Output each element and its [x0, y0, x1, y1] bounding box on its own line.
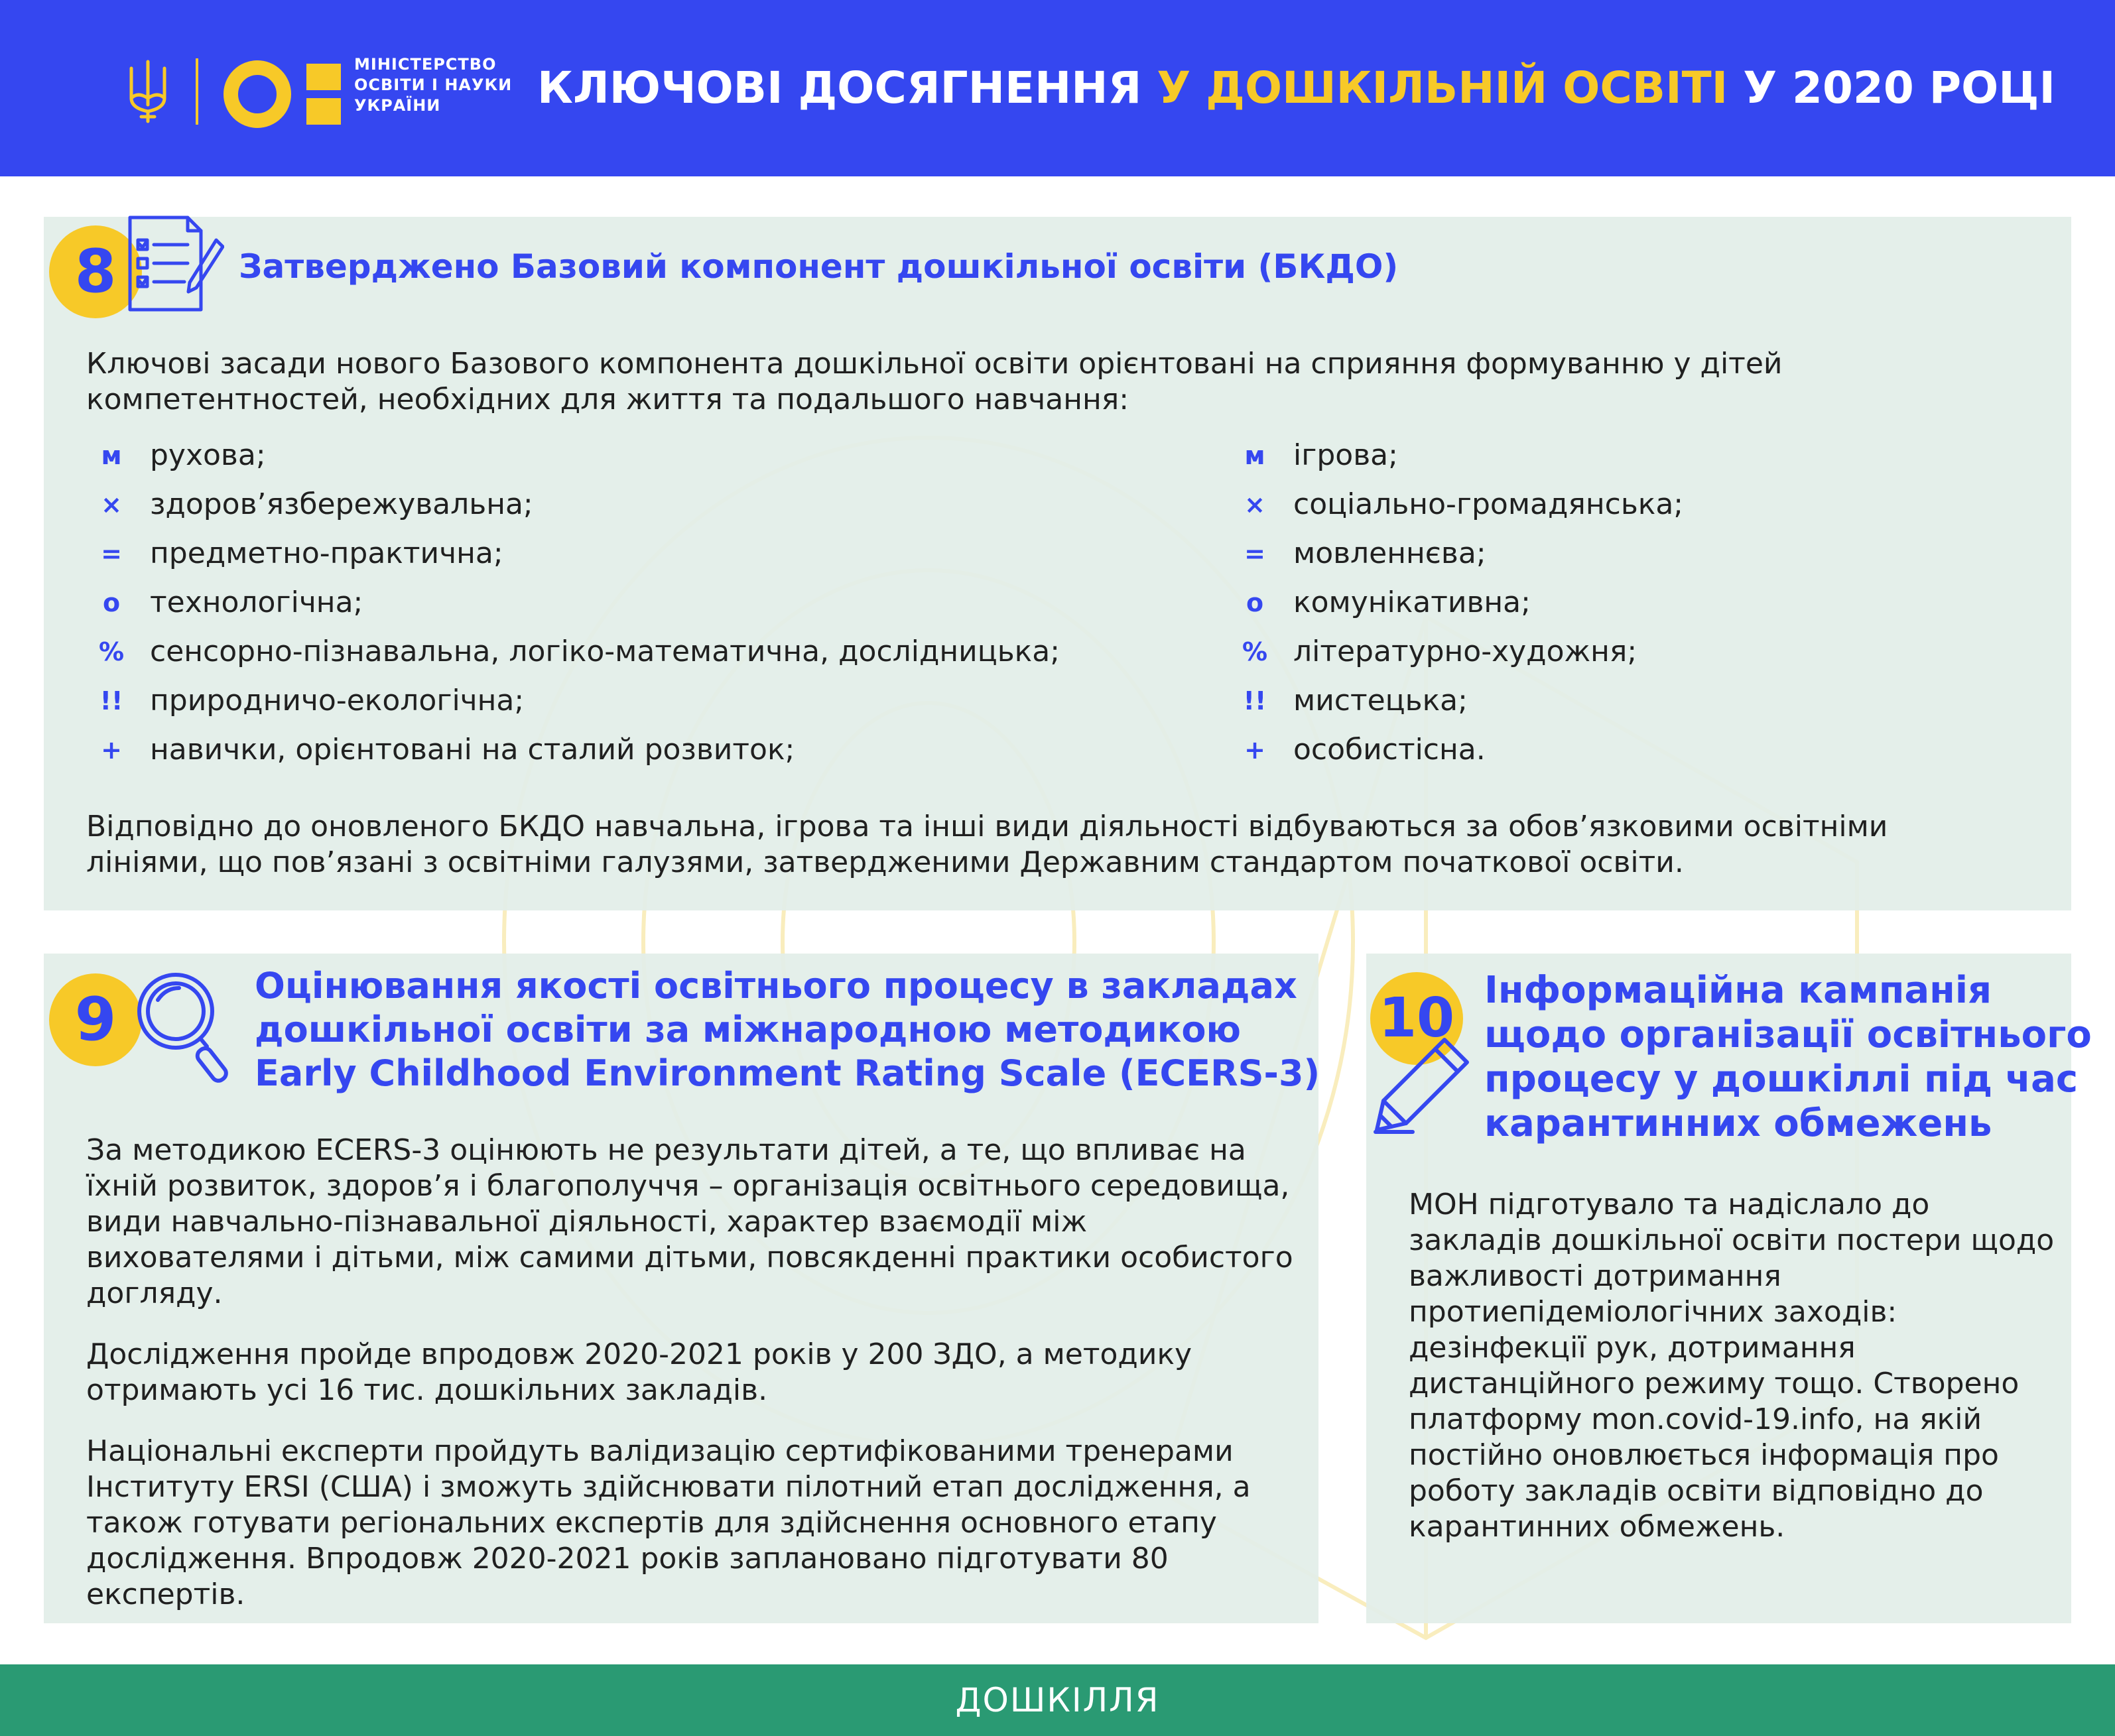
- bullet-icon: +: [1244, 735, 1265, 765]
- bullet-icon: !!: [1243, 686, 1267, 715]
- list-item: [98, 480, 1060, 529]
- section-8-number-badge: 8: [49, 225, 142, 318]
- list-item-text: мистецька;: [1293, 684, 1468, 717]
- section-10-title-line: карантинних обмежень: [1484, 1102, 1992, 1145]
- list-item-text: комунікативна;: [1293, 586, 1531, 619]
- title-highlight: У ДОШКІЛЬНІЙ ОСВІТІ: [1157, 62, 1728, 113]
- list-item: [1242, 725, 1683, 775]
- magnifier-icon: [133, 968, 239, 1087]
- bullet-icon: +: [101, 735, 122, 765]
- section-10-title-line: Інформаційна кампанія: [1484, 969, 1992, 1012]
- list-item-text: природничо-екологічна;: [150, 684, 525, 717]
- ministry-logo-squares-icon: [304, 58, 344, 130]
- logo-line-2: ОСВІТИ І НАУКИ: [354, 76, 513, 94]
- list-item-text: літературно-художня;: [1293, 635, 1637, 668]
- bullet-icon: =: [1244, 539, 1265, 568]
- section-9-paragraph: Дослідження пройде впродовж 2020-2021 років у 200 ЗДО, а методику отримають усі 16 тис. дошкільних закладів.: [86, 1337, 1192, 1407]
- section-10-number-badge: 10: [1370, 972, 1463, 1065]
- list-item-text: здоров’язбережувальна;: [150, 487, 533, 521]
- bullet-icon: м: [1244, 441, 1265, 470]
- list-item: [98, 676, 1060, 725]
- section-8-title: Затверджено Базовий компонент дошкільної освіти (БКДО): [239, 247, 1399, 286]
- competencies-list-right: [1242, 431, 1683, 775]
- bullet-icon: =: [101, 539, 122, 568]
- page-title: [537, 58, 2055, 118]
- list-item: [98, 627, 1060, 676]
- section-10-title-line: процесу у дошкіллі під час: [1484, 1058, 2079, 1101]
- section-9-title: [255, 964, 1320, 1095]
- list-item-text: особистісна.: [1293, 733, 1486, 767]
- section-9-number-badge: 9: [49, 973, 142, 1066]
- section-8-intro: Ключові засади нового Базового компонента дошкільної освіти орієнтовані на сприяння формуванню у дітей компетентностей, необхідних для життя та подальшого навчання:: [86, 347, 1783, 416]
- pencil-icon: [1373, 1034, 1472, 1134]
- section-10-title-line: щодо організації освітнього: [1484, 1013, 2092, 1056]
- section-9-paragraph: Національні експерти пройдуть валідизацію сертифікованими тренерами Інституту ERSI (США) і зможуть здійснювати пілотний етап дослідження, а також готувати регіональних експертів для здійснення основного етапу дослідження. Впродовж 2020-2021 років заплановано підготувати 80 експертів.: [86, 1434, 1251, 1611]
- bullet-icon: %: [1242, 637, 1268, 666]
- list-item: [98, 578, 1060, 627]
- section-9-body: [86, 1133, 1300, 1613]
- bullet-icon: !!: [99, 686, 123, 715]
- section-9-paragraph: За методикою ECERS-3 оцінюють не результати дітей, а те, що впливає на їхній розвиток, здоров’я і благополуччя – організація освітнього середовища, види навчально-пізнавальної діяльності, характер взаємодії між вихователями і дітьми, між самими дітьми, повсякденні практики особистого догляду.: [86, 1133, 1293, 1310]
- section-9-title-line: Early Childhood Environment Rating Scale (ECERS-3): [255, 1052, 1320, 1094]
- section-10-title: [1484, 968, 2092, 1146]
- list-item-text: соціально-громадянська;: [1293, 487, 1684, 521]
- section-9-title-line: Оцінювання якості освітнього процесу в закладах: [255, 965, 1297, 1007]
- logo-line-3: УКРАЇНИ: [354, 96, 441, 115]
- list-item: [1242, 529, 1683, 578]
- list-item: [1242, 431, 1683, 480]
- ministry-logo-circle-icon: [222, 58, 293, 130]
- list-item: [1242, 480, 1683, 529]
- list-item: [98, 725, 1060, 775]
- trident-emblem-icon: [125, 58, 171, 125]
- list-item-text: сенсорно-пізнавальна, логіко-математична, дослідницька;: [150, 635, 1060, 668]
- ministry-logo-text: [354, 54, 512, 116]
- bullet-icon: о: [102, 588, 121, 617]
- logo-divider: [196, 58, 198, 125]
- title-part-2: У 2020 РОЦІ: [1728, 62, 2055, 113]
- list-item-text: рухова;: [150, 438, 266, 472]
- logo-line-1: МІНІСТЕРСТВО: [354, 55, 497, 74]
- bullet-icon: м: [101, 441, 122, 470]
- list-item-text: предметно-практична;: [150, 536, 503, 570]
- list-item: [98, 431, 1060, 480]
- list-item: [1242, 676, 1683, 725]
- list-item: [1242, 578, 1683, 627]
- competencies-list-left: [98, 431, 1060, 775]
- section-9-title-line: дошкільної освіти за міжнародною методикою: [255, 1009, 1242, 1050]
- list-item-text: мовленнєва;: [1293, 536, 1486, 570]
- bullet-icon: о: [1246, 588, 1264, 617]
- list-item: [98, 529, 1060, 578]
- list-item-text: навички, орієнтовані на сталий розвиток;: [150, 733, 795, 767]
- list-item-text: технологічна;: [150, 586, 363, 619]
- list-item-text: ігрова;: [1293, 438, 1398, 472]
- checklist-icon: [125, 214, 224, 313]
- section-10-body: МОН підготувало та надіслало до закладів дошкільної освіти постери щодо важливості дотримання протиепідеміологічних заходів: дезінфекції рук, дотримання дистанційного режиму тощо. Створено платформу mon.covid-19.info, на якій постійно оновлюється інформація про роботу закладів освіти відповідно до карантинних обмежень.: [1409, 1188, 2055, 1544]
- title-part-1: КЛЮЧОВІ ДОСЯГНЕННЯ: [537, 62, 1157, 113]
- header-bar: [0, 0, 2115, 176]
- footer-bar: ДОШКІЛЛЯ: [0, 1664, 2115, 1736]
- bullet-icon: %: [98, 637, 125, 666]
- list-item: [1242, 627, 1683, 676]
- section-8-outro: Відповідно до оновленого БКДО навчальна, ігрова та інші види діяльності відбуваються за обов’язковими освітніми лініями, що пов’язані з освітніми галузями, затвердженими Державним стандартом початкової освіти.: [86, 810, 1888, 879]
- bullet-icon: ×: [1244, 490, 1265, 519]
- bullet-icon: ×: [101, 490, 122, 519]
